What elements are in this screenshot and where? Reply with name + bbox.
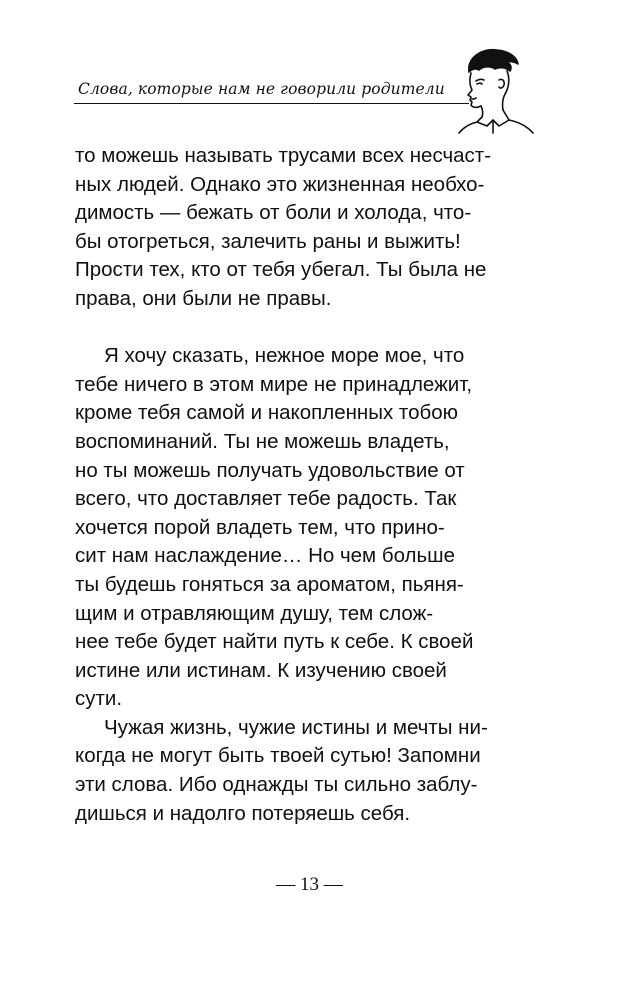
text-line: димость — бежать от боли и холода, что-	[75, 201, 472, 225]
text-line: Я хочу сказать, нежное море мое, что	[104, 344, 465, 368]
text-line: дишься и надолго потеряешь себя.	[75, 801, 411, 825]
body-text	[75, 142, 550, 828]
text-line: эти слова. Ибо однажды ты сильно заблу-	[75, 773, 478, 797]
header-rule	[74, 103, 469, 104]
text-line: нее тебе будет найти путь к себе. К своей	[75, 630, 474, 654]
paragraph	[75, 342, 550, 714]
running-head-title: Слова, которые нам не говорили родители	[78, 80, 445, 98]
text-line: хочется порой владеть тем, что прино-	[75, 515, 445, 539]
text-line: щим и отравляющим душу, тем слож-	[75, 601, 434, 625]
text-line: но ты можешь получать удовольствие от	[75, 458, 465, 482]
text-line: сит нам наслаждение… Но чем больше	[75, 544, 456, 568]
text-line: права, они были не правы.	[75, 286, 332, 310]
text-line: Прости тех, кто от тебя убегал. Ты была не	[75, 258, 487, 282]
text-line: то можешь называть трусами всех несчаст-	[75, 144, 492, 167]
text-line: тебе ничего в этом мире не принадлежит,	[75, 372, 473, 396]
paragraph	[75, 142, 550, 314]
text-line: кроме тебя самой и накопленных тобою	[75, 401, 459, 425]
page-number: — 13 —	[276, 874, 343, 895]
text-line: когда не могут быть твоей сутью! Запомни	[75, 744, 481, 768]
text-line: бы отогреться, залечить раны и выжить!	[75, 229, 461, 253]
text-line: ных людей. Однако это жизненная необхо-	[75, 172, 485, 196]
text-line: ты будешь гоняться за ароматом, пьяня-	[75, 572, 464, 596]
text-line: сути.	[75, 687, 123, 711]
paragraph	[75, 714, 550, 828]
text-line: воспоминаний. Ты не можешь владеть,	[75, 429, 450, 453]
text-line: истине или истинам. К изучению своей	[75, 658, 447, 682]
man-profile-illustration	[455, 42, 537, 134]
text-line: Чужая жизнь, чужие истины и мечты ни-	[104, 715, 488, 739]
text-line: всего, что доставляет тебе радость. Так	[75, 487, 457, 511]
